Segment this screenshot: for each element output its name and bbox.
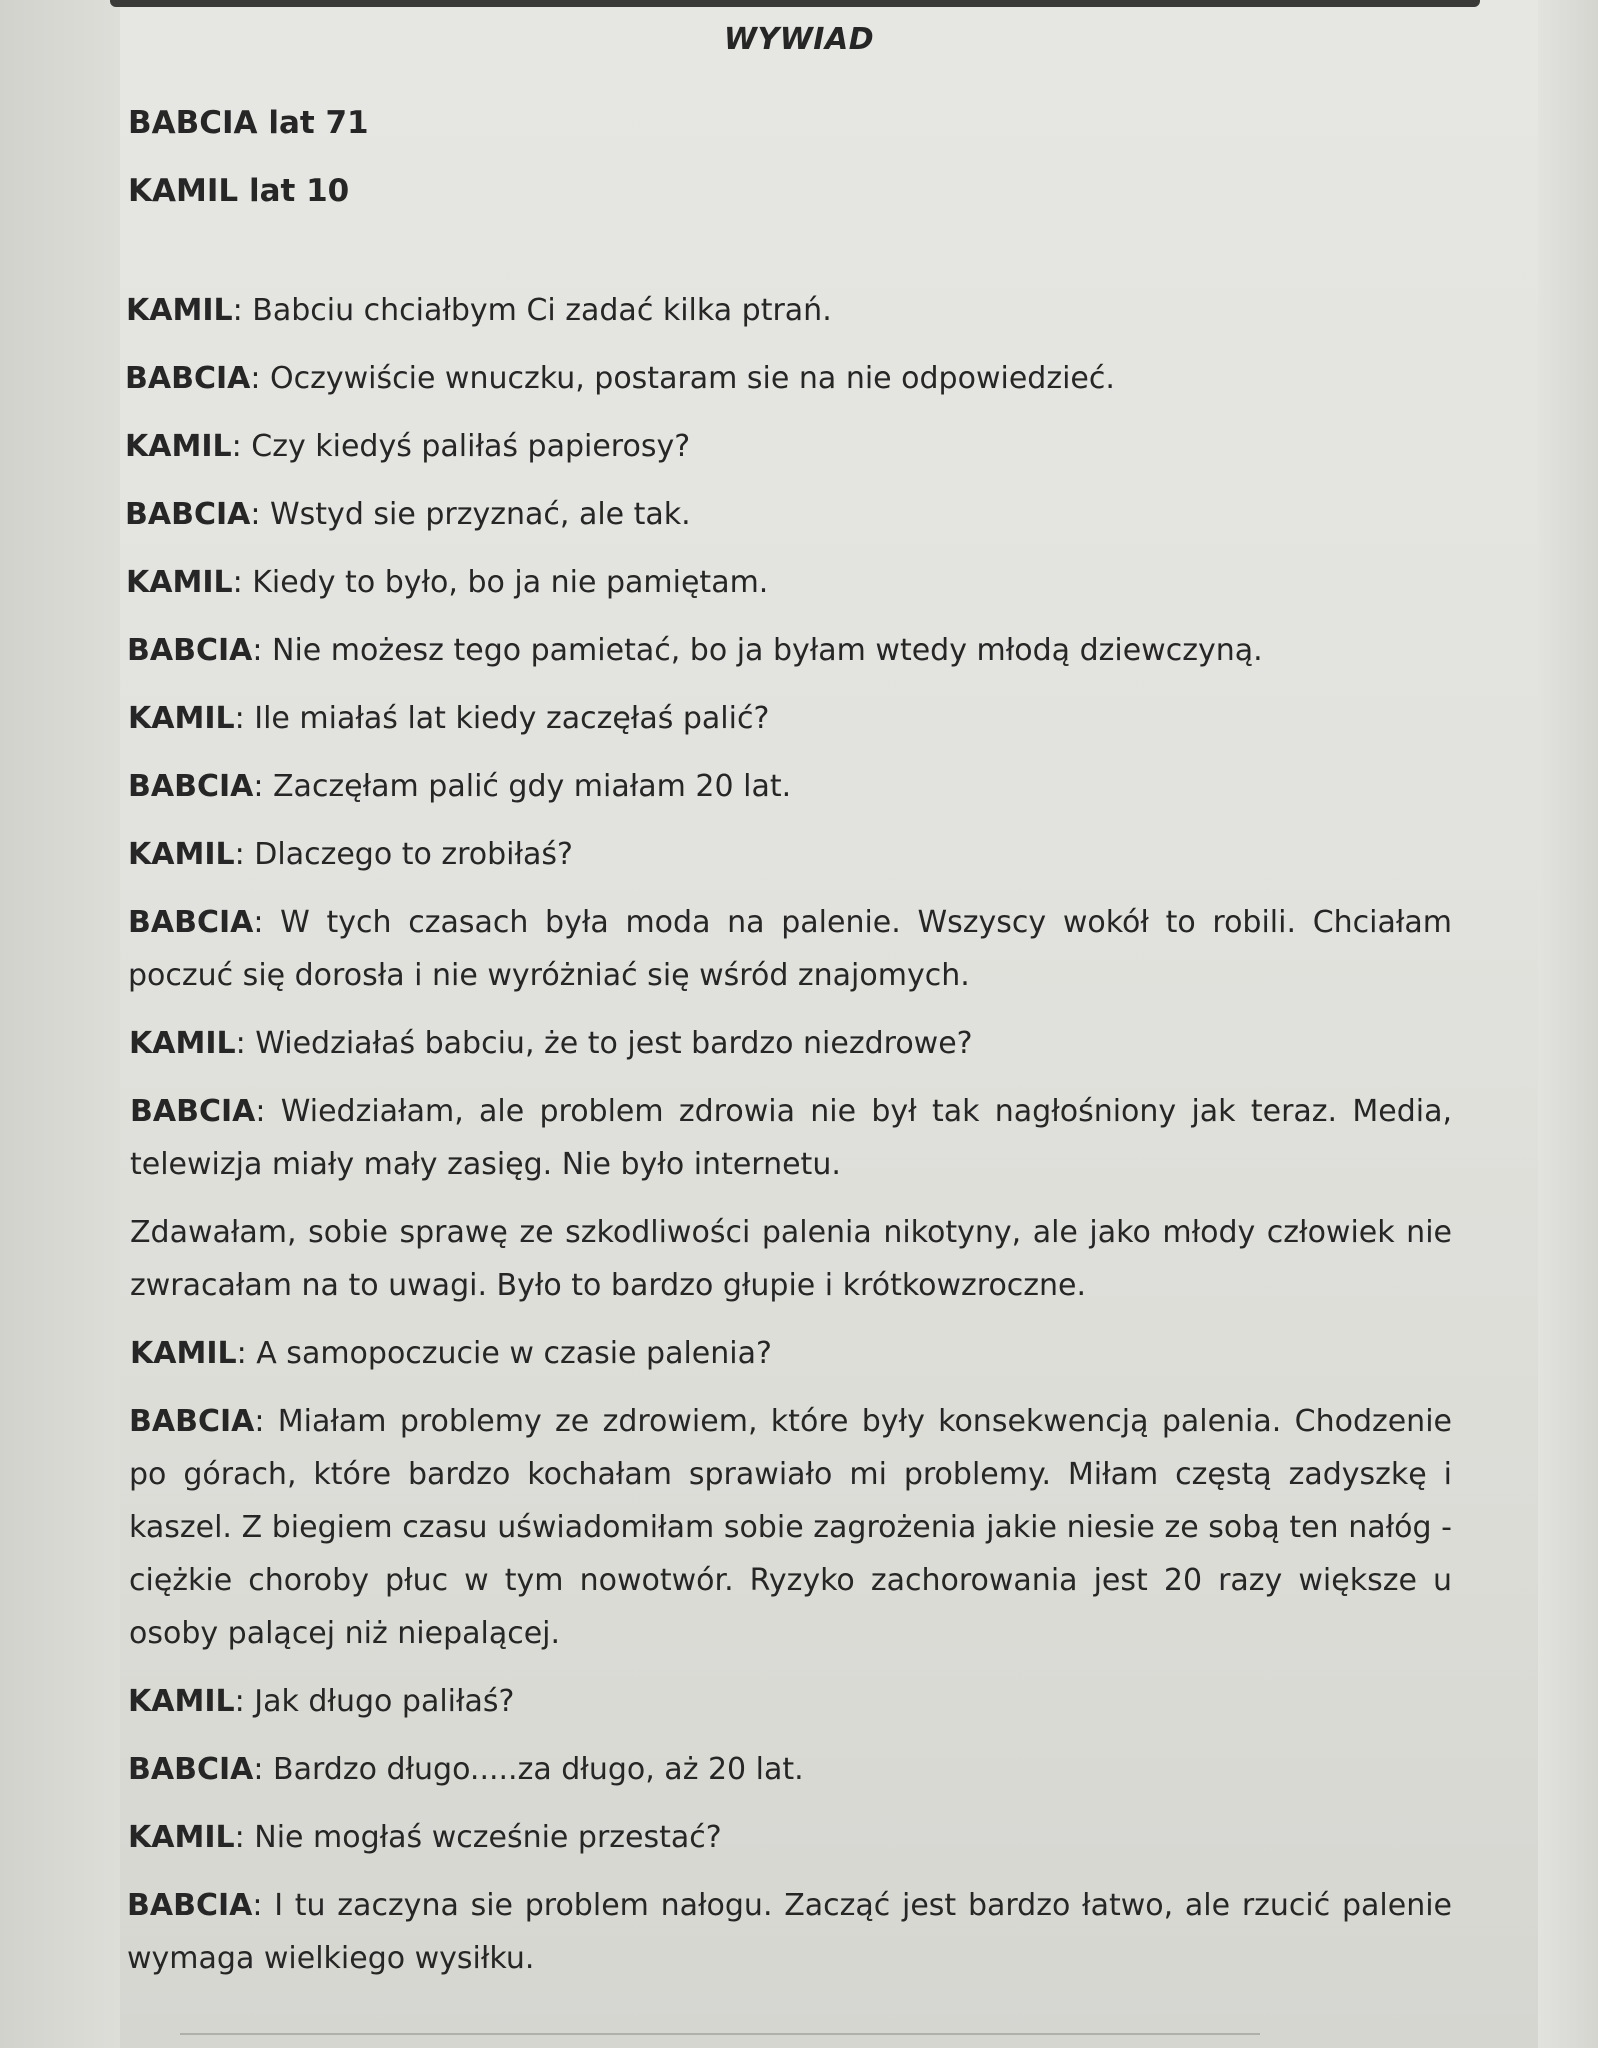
dialogue-line [128,760,1452,813]
line-text: : Zaczęłam palić gdy miałam 20 lat. [253,769,792,804]
line-text: Zdawałam, sobie sprawę ze szkodliwości palenia nikotyny, ale jako młody człowiek nie zwracałam na to uwagi. Było to bardzo głupie i krótkowzroczne. [130,1215,1452,1303]
document-body [126,22,1452,2000]
speaker-label: BABCIA [128,769,254,804]
dialogue-line [125,420,1452,473]
dialogue-line [130,1085,1452,1191]
dialogue [126,284,1452,1985]
page-shadow-right [1538,0,1598,2048]
dialogue-line [127,1879,1452,1985]
dialogue-line [128,828,1452,881]
speaker-label: BABCIA [125,361,251,396]
speaker-label: BABCIA [127,1888,253,1923]
dialogue-line [128,692,1452,745]
dialogue-line [129,1017,1452,1070]
speaker-label: KAMIL [128,1820,235,1855]
line-text: : A samopoczucie w czasie palenia? [236,1336,772,1371]
line-text: : Oczywiście wnuczku, postaram sie na nie odpowiedzieć. [250,361,1115,396]
page-shadow-left [0,0,120,2048]
speaker-label: KAMIL [128,701,235,736]
speaker-label: BABCIA [130,1094,256,1129]
line-text: : Jak długo paliłaś? [234,1684,515,1719]
dialogue-line [125,352,1452,405]
speaker-label: BABCIA [129,1404,255,1439]
line-text: : Dlaczego to zrobiłaś? [234,837,573,872]
dialogue-line [128,896,1452,1002]
line-text: : Bardzo długo.....za długo, aż 20 lat. [253,1752,804,1787]
dialogue-line [130,1206,1452,1312]
line-text: : Babciu chciałbym Ci zadać kilka ptrań. [232,293,832,328]
line-text: : Nie możesz tego pamietać, bo ja byłam wtedy młodą dziewczyną. [252,633,1263,668]
speaker-label: BABCIA [127,633,253,668]
speaker-label: KAMIL [128,837,235,872]
dialogue-line [129,1395,1452,1660]
line-text: : Kiedy to było, bo ja nie pamiętam. [232,565,769,600]
line-text: : Wiedziałaś babciu, że to jest bardzo niezdrowe? [235,1026,973,1061]
speaker-label: KAMIL [126,293,233,328]
participants-list [126,103,1452,211]
speaker-label: BABCIA [125,497,251,532]
line-text: : Czy kiedyś paliłaś papierosy? [231,429,691,464]
dialogue-line [130,1327,1452,1380]
dialogue-line [128,1811,1452,1864]
dialogue-line [126,556,1452,609]
line-text: : Wstyd sie przyznać, ale tak. [250,497,691,532]
speaker-label: KAMIL [128,1684,235,1719]
line-text: : Nie mogłaś wcześnie przestać? [234,1820,722,1855]
line-text: : Wiedziałam, ale problem zdrowia nie był tak nagłośniony jak teraz. Media, telewizja miały mały zasięg. Nie było internetu. [130,1094,1452,1182]
line-text: : Miałam problemy ze zdrowiem, które były konsekwencją palenia. Chodzenie po górach, które bardzo kochałam sprawiało mi problemy. Miłam częstą zadyszkę i kaszel. Z biegiem czasu uświadomiłam sobie zagrożenia jakie niesie ze sobą ten nałóg - ciężkie choroby płuc w tym nowotwór. Ryzyko zachorowania jest 20 razy większe u osoby palącej niż niepalącej. [129,1404,1452,1651]
speaker-label: KAMIL [129,1026,236,1061]
speaker-label: KAMIL [126,565,233,600]
speaker-label: KAMIL [125,429,232,464]
line-text: : Ile miałaś lat kiedy zaczęłaś palić? [234,701,770,736]
speaker-label: BABCIA [128,905,254,940]
bottom-fold-line [180,2033,1260,2035]
dialogue-line [128,1743,1452,1796]
speaker-label: BABCIA [128,1752,254,1787]
dialogue-line [127,624,1452,677]
participant-babcia: BABCIA lat 71 [128,105,369,141]
dialogue-line [126,284,1452,337]
line-text: : W tych czasach była moda na palenie. Wszyscy wokół to robili. Chciałam poczuć się dorosła i nie wyróżniać się wśród znajomych. [128,905,1452,993]
participant-kamil: KAMIL lat 10 [128,173,350,209]
line-text: : I tu zaczyna sie problem nałogu. Zacząć jest bardzo łatwo, ale rzucić palenie wymaga wielkiego wysiłku. [127,1888,1452,1976]
top-binding-edge [110,0,1480,7]
dialogue-line [128,1675,1452,1728]
dialogue-line [125,488,1452,541]
document-title: WYWIAD [723,22,875,57]
speaker-label: KAMIL [130,1336,237,1371]
